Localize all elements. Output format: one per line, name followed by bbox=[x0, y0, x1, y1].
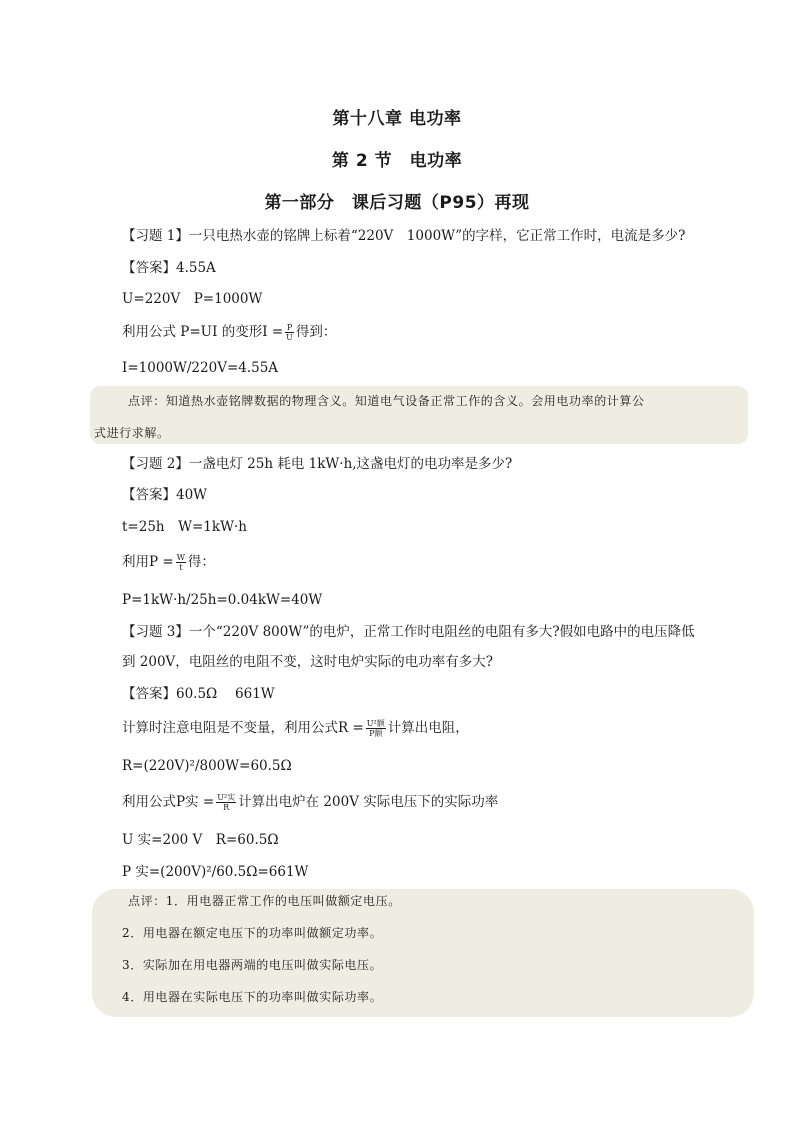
q3-step1-result: R=(220V)²/800W=60.5Ω bbox=[122, 758, 292, 774]
q2-frac-den: t bbox=[179, 563, 183, 572]
q2-formula-lhs: P = bbox=[149, 554, 174, 570]
q1-fraction bbox=[285, 323, 294, 342]
q2-frac-num: W bbox=[176, 553, 185, 562]
q1-given: U=220V P=1000W bbox=[122, 291, 263, 307]
q1-formula-lhs: I = bbox=[262, 324, 284, 340]
q2-formula-suffix: 得： bbox=[187, 554, 215, 570]
part-title: 第一部分 课后习题（P95）再现 bbox=[264, 193, 530, 213]
q3-step2-frac-den: R bbox=[223, 803, 230, 812]
section-title: 第 2 节 电功率 bbox=[331, 151, 463, 171]
q3-step1-frac-num: U²额 bbox=[366, 719, 385, 728]
q1-frac-num: P bbox=[286, 323, 293, 332]
q3-step2-prefix: 利用公式 bbox=[122, 794, 176, 810]
q3-step1-formula bbox=[122, 718, 469, 738]
q3-step2-suffix: 计算出电炉在 200V 实际电压下的实际功率 bbox=[238, 794, 499, 810]
comment2-line-4: 4．用电器在实际电压下的功率叫做实际功率。 bbox=[122, 990, 383, 1004]
q2-fraction bbox=[176, 553, 186, 572]
q2-formula-prefix: 利用 bbox=[122, 554, 149, 570]
q1-formula bbox=[122, 322, 336, 342]
q3-question-line-1: 【习题 3】一个“220V 800W”的电炉，正常工作时电阻丝的电阻有多大?假如电路中的电压降低 bbox=[122, 624, 695, 640]
q3-step1-suffix: 计算出电阻， bbox=[387, 720, 469, 736]
q3-question-line-2: 到 200V，电阻丝的电阻不变，这时电炉实际的电功率有多大? bbox=[122, 654, 494, 670]
q2-result: P=1kW·h/25h=0.04kW=40W bbox=[122, 592, 323, 608]
q2-answer: 【答案】40W bbox=[122, 487, 208, 503]
q1-comment-line-1: 点评：知道热水壶铭牌数据的物理含义。知道电气设备正常工作的含义。会用电功率的计算公 bbox=[128, 394, 645, 408]
q3-step2-formula bbox=[122, 792, 498, 812]
q1-formula-prefix: 利用公式 P=UI 的变形 bbox=[122, 324, 263, 340]
q1-formula-suffix: 得到： bbox=[295, 324, 337, 340]
q3-step2-fraction bbox=[216, 793, 236, 812]
q1-question: 【习题 1】一只电热水壶的铭牌上标着“220V 1000W”的字样，它正常工作时，电流是多少? bbox=[122, 228, 686, 244]
comment2-line-1: 点评：1．用电器正常工作的电压叫做额定电压。 bbox=[128, 894, 401, 908]
q3-step2-frac-num: U²实 bbox=[217, 793, 236, 802]
q2-formula bbox=[122, 552, 215, 572]
comment2-line-3: 3．实际加在用电器两端的电压叫做实际电压。 bbox=[122, 958, 383, 972]
q1-result: I=1000W/220V=4.55A bbox=[122, 360, 279, 376]
q3-step1-fraction bbox=[366, 719, 386, 738]
q3-step2-lhs: P实 = bbox=[176, 794, 215, 810]
q3-given2: U 实=200 V R=60.5Ω bbox=[122, 832, 279, 848]
q2-question: 【习题 2】一盏电灯 25h 耗电 1kW·h,这盏电灯的电功率是多少? bbox=[122, 456, 513, 472]
q3-result2: P 实=(200V)²/60.5Ω=661W bbox=[122, 864, 309, 880]
q1-comment-line-2: 式进行求解。 bbox=[94, 426, 170, 440]
q3-step1-lhs: R = bbox=[338, 720, 364, 736]
q3-step1-frac-den: P额 bbox=[369, 729, 383, 738]
q3-answer: 【答案】60.5Ω 661W bbox=[122, 686, 275, 702]
q2-given: t=25h W=1kW·h bbox=[122, 519, 247, 535]
q3-step1-prefix: 计算时注意电阻是不变量，利用公式 bbox=[122, 720, 338, 736]
q1-frac-den: U bbox=[286, 333, 293, 342]
comment2-line-2: 2．用电器在额定电压下的功率叫做额定功率。 bbox=[122, 926, 383, 940]
chapter-title: 第十八章 电功率 bbox=[332, 109, 462, 129]
q1-answer: 【答案】4.55A bbox=[122, 260, 216, 276]
